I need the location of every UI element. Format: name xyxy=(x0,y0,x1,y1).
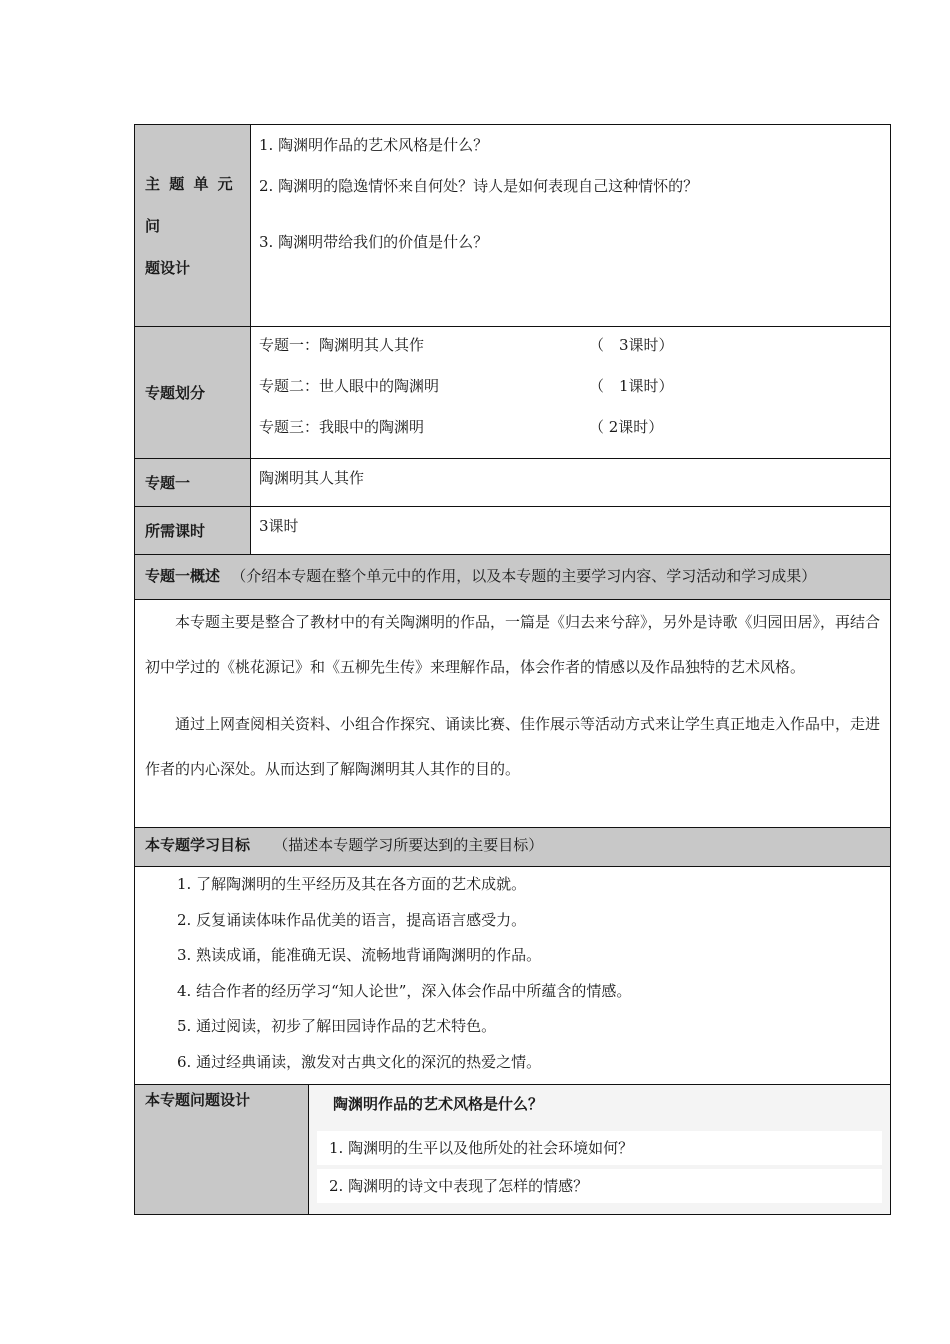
goal-item-1: 1. 了解陶渊明的生平经历及其在各方面的艺术成就。 xyxy=(177,875,527,893)
topic-hours-3: （ 2课时） xyxy=(589,418,664,436)
overview-body xyxy=(135,600,891,828)
goal-item-4: 4. 结合作者的经历学习“知人论世”，深入体会作品中所蕴含的情感。 xyxy=(177,981,632,1000)
unit-questions-label-cell xyxy=(135,125,251,327)
goals-body xyxy=(135,867,891,1085)
unit-design-table xyxy=(134,124,891,1215)
topic-row-1 xyxy=(259,335,882,376)
unit-questions-cell xyxy=(251,125,891,327)
unit-questions-label-line2: 题设计 xyxy=(145,258,191,277)
unit-question-2: 2. 陶渊明的隐逸情怀来自何处？诗人是如何表现自己这种情怀的？ xyxy=(259,177,699,195)
goals-header xyxy=(135,828,891,867)
goals-hint: （描述本专题学习所要达到的主要目标） xyxy=(273,836,544,854)
question-design-label: 本专题问题设计 xyxy=(135,1085,309,1215)
main-question: 陶渊明作品的艺术风格是什么？ xyxy=(333,1095,544,1113)
overview-paragraph-1: 本专题主要是整合了教材中的有关陶渊明的作品，一篇是《归去来兮辞》，另外是诗歌《归园田居》，再结合初中学过的《桃花源记》和《五柳先生传》来理解作品，体会作者的情感以及作品独特的艺术风格。 xyxy=(145,613,881,676)
unit-question-1: 1. 陶渊明作品的艺术风格是什么？ xyxy=(259,136,489,154)
topic-hours-2: （ 1课时） xyxy=(589,377,674,395)
question-design-cell xyxy=(309,1085,891,1215)
unit-question-3: 3. 陶渊明带给我们的价值是什么？ xyxy=(259,233,489,251)
sub-question-1: 1. 陶渊明的生平以及他所处的社会环境如何？ xyxy=(317,1131,882,1165)
topic-row-2 xyxy=(259,376,882,417)
topic-row-3 xyxy=(259,417,882,458)
goal-item-3: 3. 熟读成诵，能准确无误、流畅地背诵陶渊明的作品。 xyxy=(177,946,542,964)
topic-hours-1: （ 3课时） xyxy=(589,336,674,354)
goals-label: 本专题学习目标 xyxy=(145,836,251,854)
hours-label: 所需课时 xyxy=(135,507,251,555)
topic-title-1: 专题一：陶渊明其人其作 xyxy=(259,336,425,354)
unit-questions-label-line1: 主 题 单 元 问 xyxy=(145,174,235,235)
overview-header xyxy=(135,555,891,600)
topic-title-3: 专题三：我眼中的陶渊明 xyxy=(259,418,425,436)
topic-one-label: 专题一 xyxy=(135,459,251,507)
goal-item-5: 5. 通过阅读，初步了解田园诗作品的艺术特色。 xyxy=(177,1017,497,1035)
hours-value: 3课时 xyxy=(251,507,891,555)
sub-question-2: 2. 陶渊明的诗文中表现了怎样的情感？ xyxy=(317,1169,882,1203)
topics-label: 专题划分 xyxy=(135,327,251,459)
overview-paragraph-2: 通过上网查阅相关资料、小组合作探究、诵读比赛、佳作展示等活动方式来让学生真正地走入作品中，走进作者的内心深处。从而达到了解陶渊明其人其作的目的。 xyxy=(145,715,881,778)
goal-item-6: 6. 通过经典诵读，激发对古典文化的深沉的热爱之情。 xyxy=(177,1052,542,1071)
topics-cell xyxy=(251,327,891,459)
topic-title-2: 专题二：世人眼中的陶渊明 xyxy=(259,377,440,395)
goal-item-2: 2. 反复诵读体味作品优美的语言，提高语言感受力。 xyxy=(177,910,527,929)
topic-one-value: 陶渊明其人其作 xyxy=(251,459,891,507)
overview-label: 专题一概述 xyxy=(145,567,221,585)
overview-hint: （介绍本专题在整个单元中的作用，以及本专题的主要学习内容、学习活动和学习成果） xyxy=(231,567,817,585)
